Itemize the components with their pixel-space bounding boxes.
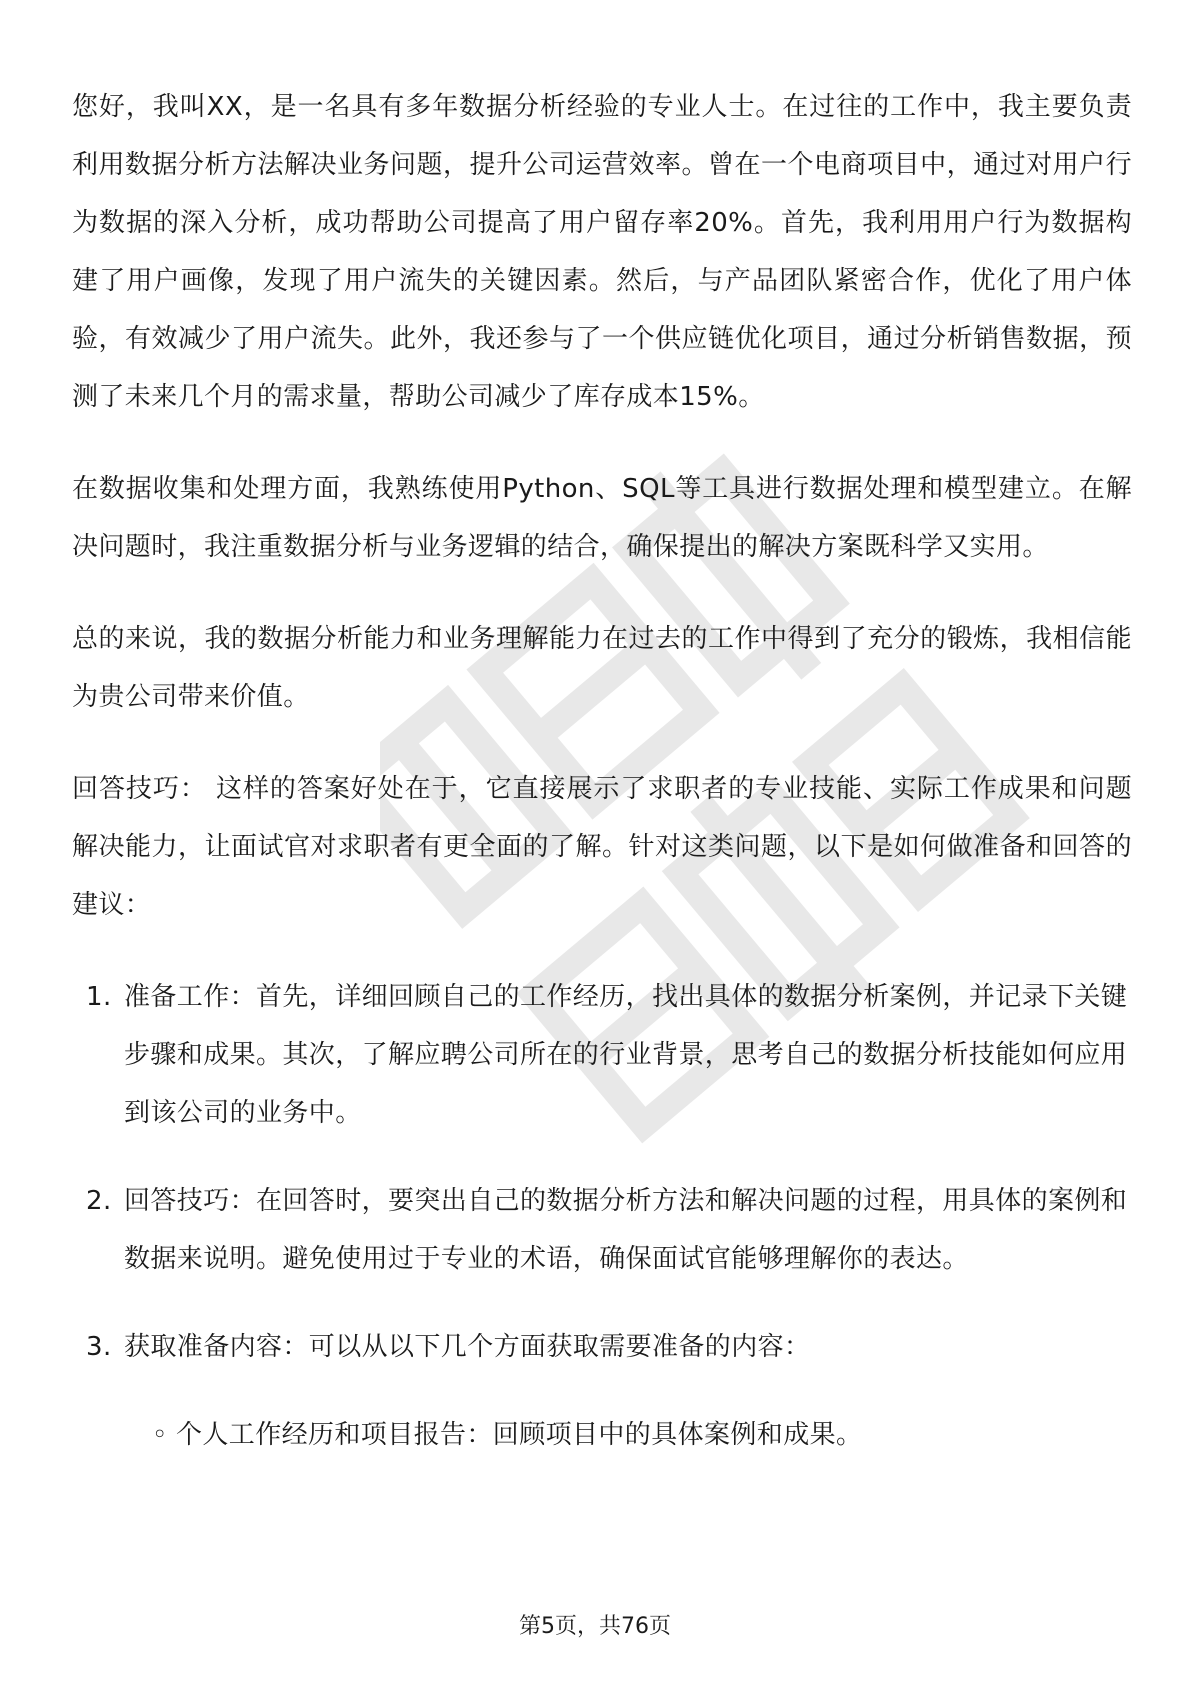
- list-number: 2.: [86, 1186, 112, 1216]
- list-number: 3.: [86, 1332, 112, 1362]
- bullet-icon: ◦: [152, 1420, 168, 1450]
- paragraph-summary: 总的来说，我的数据分析能力和业务理解能力在过去的工作中得到了充分的锻炼，我相信能为贵公司带来价值。: [72, 624, 1132, 712]
- paragraph-tips: 回答技巧： 这样的答案好处在于，它直接展示了求职者的专业技能、实际工作成果和问题解决能力，让面试官对求职者有更全面的了解。针对这类问题，以下是如何做准备和回答的建议：: [72, 774, 1132, 920]
- page-footer: 第5页，共76页: [519, 1614, 671, 1639]
- paragraph-tools: 在数据收集和处理方面，我熟练使用Python、SQL等工具进行数据处理和模型建立。在解决问题时，我注重数据分析与业务逻辑的结合，确保提出的解决方案既科学又实用。: [72, 474, 1132, 562]
- paragraph-intro: 您好，我叫XX，是一名具有多年数据分析经验的专业人士。在过往的工作中，我主要负责利用数据分析方法解决业务问题，提升公司运营效率。曾在一个电商项目中，通过对用户行为数据的深入分析，成功帮助公司提高了用户留存率20%。首先，我利用用户行为数据构建了用户画像，发现了用户流失的关键因素。然后，与产品团队紧密合作，优化了用户体验，有效减少了用户流失。此外，我还参与了一个供应链优化项目，通过分析销售数据，预测了未来几个月的需求量，帮助公司减少了库存成本15%。: [72, 92, 1132, 412]
- list-item: [72, 968, 1132, 1142]
- list-item-text: 回答技巧：在回答时，要突出自己的数据分析方法和解决问题的过程，用具体的案例和数据来说明。避免使用过于专业的术语，确保面试官能够理解你的表达。: [124, 1186, 1128, 1274]
- advice-list: [72, 968, 1132, 1376]
- sub-list-item: [72, 1406, 1132, 1464]
- sub-list-item-text: 个人工作经历和项目报告：回顾项目中的具体案例和成果。: [176, 1420, 863, 1450]
- sub-list: [72, 1406, 1132, 1464]
- list-number: 1.: [86, 982, 112, 1012]
- list-item-text: 获取准备内容：可以从以下几个方面获取需要准备的内容：: [124, 1332, 811, 1362]
- document-body: [72, 78, 1132, 1464]
- list-item: [72, 1172, 1132, 1288]
- list-item-text: 准备工作：首先，详细回顾自己的工作经历，找出具体的数据分析案例，并记录下关键步骤和成果。其次，了解应聘公司所在的行业背景，思考自己的数据分析技能如何应用到该公司的业务中。: [124, 982, 1128, 1128]
- list-item: [72, 1318, 1132, 1376]
